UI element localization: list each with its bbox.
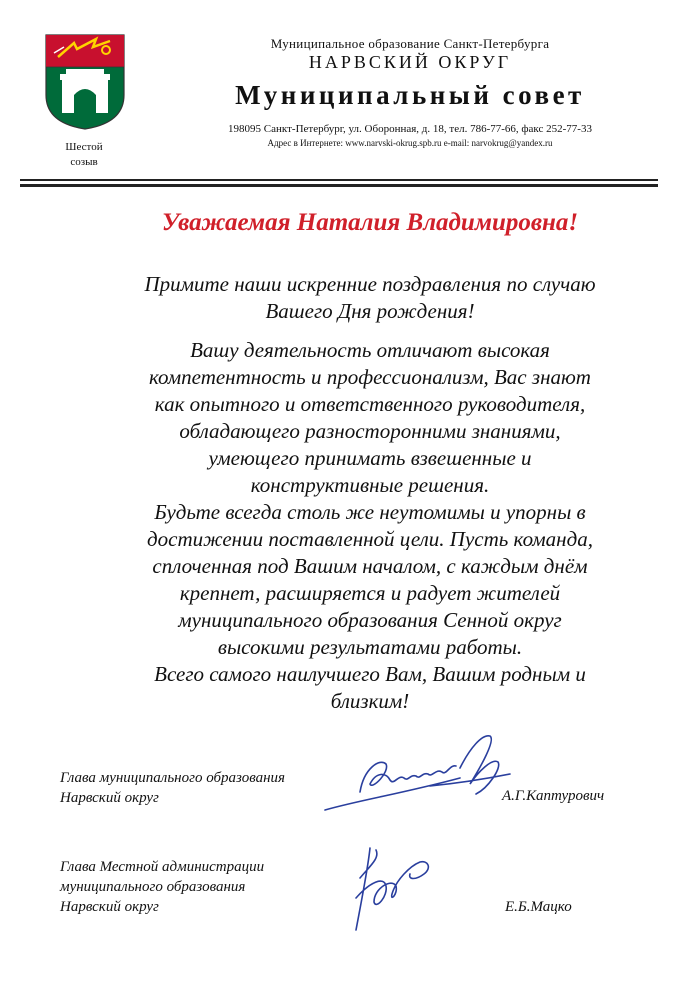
header-district: НАРВСКИЙ ОКРУГ <box>308 52 512 72</box>
body-line: Примите наши искренние поздравления по случаю <box>144 272 596 296</box>
body-line: умеющего принимать взвешенные и <box>208 446 532 470</box>
handwritten-signature-1 <box>320 728 520 820</box>
body-line: компетентность и профессионализм, Вас знают <box>149 365 591 389</box>
body-line: сплоченная под Вашим началом, с каждым днём <box>152 554 588 578</box>
signatory1-title-line: Нарвский округ <box>60 790 159 806</box>
signatory2-title-line: Глава Местной администрации <box>60 859 265 875</box>
body-line: Вашего Дня рождения! <box>265 299 475 323</box>
body-line: муниципального образования Сенной округ <box>178 608 562 632</box>
body-line: Вашу деятельность отличают высокая <box>190 338 550 362</box>
body-line: Будьте всегда столь же неутомимы и упорны в <box>154 500 586 524</box>
letter-body <box>40 271 700 715</box>
coat-of-arms-emblem <box>44 33 126 131</box>
body-line: высокими результатами работы. <box>217 635 523 659</box>
body-line: крепнет, расширяется и радует жителей <box>179 581 561 605</box>
convocation-line1: Шестой <box>65 141 103 153</box>
signatory2-name: Е.Б.Мацко <box>505 899 572 915</box>
signatory2-title-line: Нарвский округ <box>60 899 159 915</box>
signatory1-name: А.Г.Каптурович <box>502 788 605 804</box>
header-address: 198095 Санкт-Петербург, ул. Оборонная, д. 18, тел. 786-77-66, факс 252-77-33 <box>228 123 592 135</box>
handwritten-signature-2 <box>340 838 450 938</box>
header-web-contacts: Адрес в Интернете: www.narvski-okrug.spb.ru e-mail: narvokrug@yandex.ru <box>267 138 553 148</box>
signatory1-title <box>60 768 285 808</box>
convocation-label <box>42 140 126 170</box>
header-divider-thin <box>20 179 658 181</box>
signatory1-title-line: Глава муниципального образования <box>60 770 286 786</box>
body-line: как опытного и ответственного руководителя, <box>154 392 586 416</box>
body-line: Всего самого наилучшего Вам, Вашим родным и <box>154 662 586 686</box>
body-line: конструктивные решения. <box>250 473 490 497</box>
header-municipality: Муниципальное образование Санкт-Петербурга <box>270 36 550 51</box>
header-divider-thick <box>20 184 658 187</box>
convocation-line2: созыв <box>70 156 98 168</box>
body-line: близким! <box>330 689 410 713</box>
body-line: достижении поставленной цели. Пусть команда, <box>147 527 593 551</box>
signatory2-title <box>60 857 264 917</box>
body-line: обладающего разносторонними знаниями, <box>179 419 561 443</box>
signatory2-title-line: муниципального образования <box>60 879 246 895</box>
header-council-title: Муниципальный совет <box>235 80 585 110</box>
letter-greeting: Уважаемая Наталия Владимировна! <box>161 209 579 236</box>
